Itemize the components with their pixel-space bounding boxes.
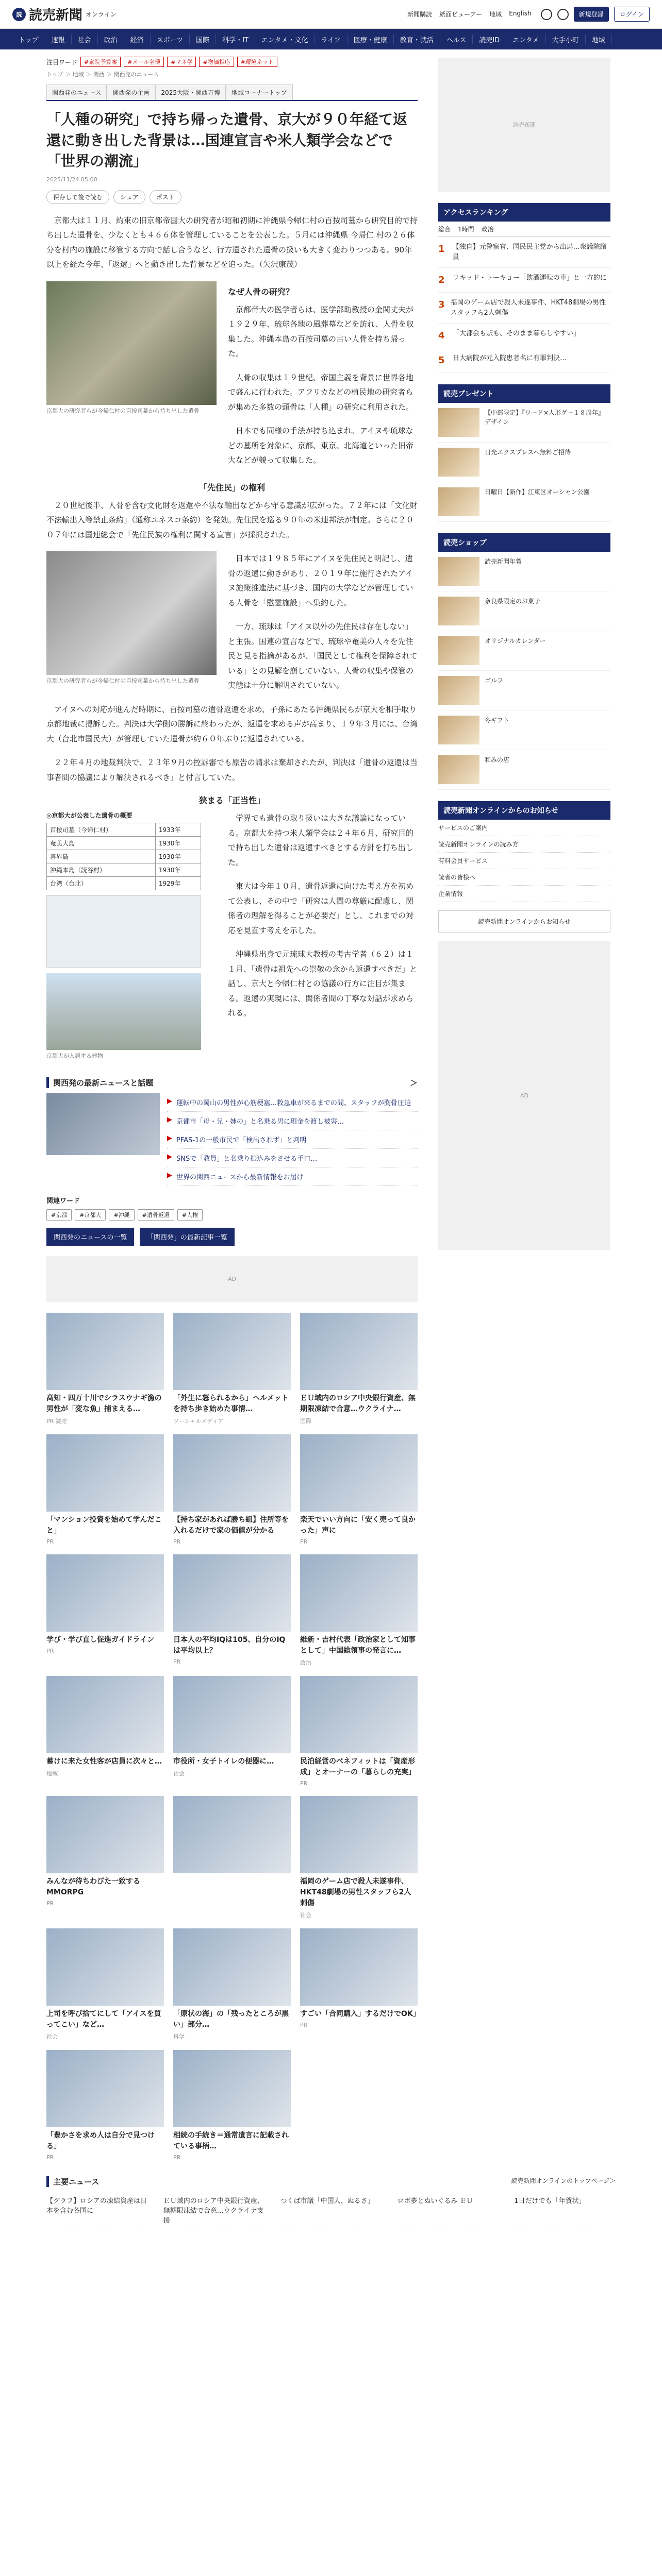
related-link[interactable] bbox=[167, 1112, 418, 1130]
related-more-link[interactable]: ＞ bbox=[409, 1078, 418, 1088]
article-paragraph: 日本でも同様の手法が持ち込まれ、アイヌや琉球などの墓所を対象に、京都、東京、北海道といった旧帝大などが競って収集した。 bbox=[228, 426, 414, 465]
recommend-source: PR bbox=[46, 1647, 54, 1654]
photo-caption: 京都大の研究者らが今帰仁村の百按司墓から持ち出した遺骨 bbox=[46, 677, 200, 685]
recommend-title[interactable]: 「マンション投資を始めて学んだこと」 bbox=[46, 1515, 162, 1535]
table-row bbox=[47, 823, 201, 837]
recommend-card[interactable] bbox=[46, 1928, 164, 2041]
nav-item[interactable]: 速報 bbox=[45, 35, 72, 44]
related-block bbox=[46, 1093, 418, 1186]
shop-item[interactable] bbox=[438, 750, 610, 790]
recommend-source: PR bbox=[46, 1900, 54, 1907]
nav-item[interactable]: 経済 bbox=[124, 35, 151, 44]
subhead: なぜ人骨の研究？ bbox=[228, 286, 294, 297]
article-paragraph: ２０世紀後半、人骨を含む文化財を返還や不法な輸出などから守る意識が広がった。７２年には「文化財不法輸出入等禁止条約」（通称ユネスコ条約）を発効。先住民を巡る９０年の米連邦法が制定。さらに２００７年には国連総会で「先住民族の権利に関する宣言」が採択された。 bbox=[46, 500, 418, 539]
tab-region-top[interactable]: 地域コーナートップ bbox=[226, 84, 293, 100]
hot-word-tag[interactable]: #衆院予算案 bbox=[80, 57, 121, 67]
shop-title[interactable]: 奈良県限定のお菓子 bbox=[485, 598, 541, 605]
recommend-thumb[interactable] bbox=[300, 1554, 418, 1632]
recommend-card[interactable] bbox=[300, 1313, 418, 1425]
shop-list bbox=[438, 552, 610, 790]
recommend-thumb[interactable] bbox=[300, 1313, 418, 1390]
related-link-text[interactable]: 運転中の岡山の男性が心筋梗塞…救急車が来るまでの間、スタッフが胸骨圧迫 bbox=[176, 1099, 411, 1107]
top-link-subscribe[interactable]: 新聞購読 bbox=[407, 11, 433, 18]
present-item[interactable] bbox=[438, 403, 610, 443]
recommend-card[interactable] bbox=[46, 1554, 164, 1667]
related-header: 関西発の最新ニュースと話題 ＞ bbox=[46, 1077, 418, 1088]
share-bar bbox=[46, 190, 418, 204]
recommend-title[interactable]: 民泊経営のベネフィットは「資産形成」とオーナーの「暮らしの充実」 bbox=[300, 1757, 416, 1776]
recommend-title[interactable]: 「原状の海」の「残ったところが黒い」部分… bbox=[173, 2009, 289, 2029]
main-news-title[interactable]: 【グラフ】ロシアの凍結資産は日本を含む各国に bbox=[46, 2197, 147, 2215]
top-icons bbox=[541, 7, 650, 22]
nav-item[interactable]: スポーツ bbox=[151, 35, 190, 44]
recommend-title[interactable]: 福岡のゲーム店で殺人未遂事件、HKT48劇場の男性スタッフら2人刺傷 bbox=[300, 1877, 411, 1907]
recommend-source: PR bbox=[173, 1538, 181, 1545]
shop-title[interactable]: 冬ギフト bbox=[485, 717, 510, 724]
hot-words: 注目ワード #衆院予算案 #メール名簿 #マネ学 #物価相応 #環境ネット bbox=[46, 57, 418, 67]
recommend-thumb[interactable] bbox=[300, 1434, 418, 1512]
recommend-source: PR bbox=[300, 1780, 308, 1787]
login-button[interactable]: ログイン bbox=[614, 7, 650, 22]
article-paragraph: 学界でも遺骨の取り扱いは大きな議論になっている。京都大を持つ米人類学会は２４年６月、研究目的で持ち出した遺骨は返還すべきとする方針を打ち出した。 bbox=[228, 814, 414, 867]
rank-number: 3 bbox=[438, 299, 445, 310]
search-icon[interactable] bbox=[541, 9, 552, 20]
article-photo[interactable] bbox=[46, 973, 201, 1050]
shop-thumb[interactable] bbox=[438, 557, 479, 586]
recommend-title[interactable]: すごい「合同購入」するだけでOK」 bbox=[300, 2009, 420, 2018]
shop-item[interactable] bbox=[438, 710, 610, 750]
related-words-label: 関連ワード bbox=[46, 1197, 80, 1205]
table-cell: 喜界島 bbox=[47, 850, 156, 863]
top-link-viewer[interactable]: 紙面ビューアー bbox=[439, 11, 483, 18]
service-link[interactable]: 読者の皆様へ bbox=[438, 869, 610, 886]
recommend-card[interactable] bbox=[46, 1676, 164, 1787]
tab-expo[interactable]: 2025大阪・関西万博 bbox=[155, 84, 226, 100]
shop-header: 読売ショップ bbox=[438, 533, 610, 552]
recommend-thumb[interactable] bbox=[173, 2050, 291, 2127]
main-news-title[interactable]: ＥＵ域内のロシア中央銀行資産、無期限凍結で合意…ウクライナ支援 bbox=[163, 2197, 264, 2225]
table-title: ◎京都大が公表した遺骨の概要 bbox=[46, 812, 133, 820]
article-paragraph: 京都帝大の医学者らは、医学部助教授の金関丈夫が１９２９年、琉球各地の風葬墓などを訪れ、人骨を収集した。沖縄本島の百按司墓の古い人骨を持ち帰った。 bbox=[228, 304, 414, 359]
table-cell: 百按司墓（今帰仁村） bbox=[47, 823, 156, 837]
ranking-item[interactable] bbox=[438, 348, 610, 373]
table-cell: 台湾（台北） bbox=[47, 877, 156, 890]
table-cell: 1933年 bbox=[155, 823, 201, 837]
article-photo[interactable] bbox=[46, 551, 217, 675]
recommend-title[interactable]: 高知・四万十川でシラスウナギ漁の男性が「変な魚」捕まえる… bbox=[46, 1394, 162, 1413]
recommend-source: 社会 bbox=[46, 2033, 58, 2040]
breadcrumb[interactable]: トップ ＞ 地域 ＞ 関西 ＞ 関西発のニュース bbox=[46, 71, 159, 78]
main-news-item[interactable] bbox=[163, 2192, 265, 2228]
table-row bbox=[47, 877, 201, 890]
post-button[interactable]: ポスト bbox=[150, 190, 181, 204]
recommend-source: 社会 bbox=[300, 1911, 311, 1919]
recommend-source: 科学 bbox=[173, 2033, 185, 2040]
recommend-title[interactable]: 蓄けに来た女性客が店員に次々と… bbox=[46, 1757, 162, 1766]
bullet-icon: ▶ bbox=[167, 1115, 172, 1124]
recommend-card[interactable] bbox=[173, 1434, 291, 1545]
main-news-item[interactable] bbox=[46, 2192, 148, 2228]
related-words bbox=[46, 1209, 418, 1221]
hot-word-tag[interactable]: #マネ学 bbox=[167, 57, 196, 67]
present-thumb[interactable] bbox=[438, 448, 479, 477]
related-link-text[interactable]: 世界の関西ニュースから最新情報をお届け bbox=[176, 1173, 304, 1181]
nav-item[interactable]: 社会 bbox=[72, 35, 98, 44]
recommend-thumb[interactable] bbox=[173, 1313, 291, 1390]
recommend-title[interactable]: 日本人の平均IQは105、自分のIQは平均以上？ bbox=[173, 1635, 286, 1655]
recommend-source: PR bbox=[173, 1658, 181, 1665]
recommend-card[interactable] bbox=[300, 1796, 418, 1919]
article-paragraph: 沖縄県出身で元琉球大教授の考古学者（６２）は１１月、「遺骨は祖先への崇敬の念から返還すべきだ」と話し、京大と今帰仁村との協議の行方に注目が集まる。返還の実現には、関係者間の丁寧な対話が求められる。 bbox=[228, 950, 418, 1018]
article-paragraph: ２２年４月の地裁判決で、２３年９月の控訴審でも原告の請求は棄却されたが、判決は「遺骨の返還は当事者間の協議により解決されるべき」と付言していた。 bbox=[46, 758, 418, 782]
service-link[interactable]: 読売新聞オンラインの読み方 bbox=[438, 836, 610, 853]
rank-number: 5 bbox=[438, 355, 445, 366]
service-header: 読売新聞オンラインからのお知らせ bbox=[438, 801, 610, 820]
ranking-item[interactable] bbox=[438, 237, 610, 268]
present-list bbox=[438, 403, 610, 522]
recommend-thumb[interactable] bbox=[300, 1796, 418, 1873]
recommend-thumb[interactable] bbox=[173, 1676, 291, 1753]
table-cell: 1930年 bbox=[155, 863, 201, 877]
recommend-source: 地域 bbox=[46, 1770, 58, 1777]
recommend-card[interactable] bbox=[173, 1928, 291, 2041]
shop-item[interactable] bbox=[438, 552, 610, 591]
service-list bbox=[438, 820, 610, 902]
related-link-text[interactable]: SNSで「教員」と名乗り振込みをさせる手口… bbox=[176, 1155, 318, 1163]
article-lead: 京都大は１１月、約束の旧京都帝国大の研究者が昭和初期に沖縄県今帰仁村の百按司墓から研究目的で持ち出した遺骨を、少なくとも４６６体を管理していることを公表した。５月には沖縄県 今帰仁 村の２６体分を村内の施設に移管する方向で話し合うなど、行方遺された遺骨の扱いも大きく変わりつつある。90年以上を経た今年、「返還」へと動き出した背景などを追った。（矢沢康茂） bbox=[46, 215, 418, 269]
recommend-title[interactable]: 【持ち家があれば勝ち組】住所等を入れるだけで家の価値が分かる bbox=[173, 1515, 289, 1535]
ranking-title[interactable]: 日大病院が元入院患者名に有罪判決… bbox=[453, 354, 567, 362]
related-photo[interactable] bbox=[46, 1093, 160, 1155]
remains-table bbox=[46, 823, 201, 890]
top-link-region[interactable]: 地域 bbox=[489, 11, 502, 18]
shop-item[interactable] bbox=[438, 671, 610, 710]
recommend-title[interactable]: 相続の手続き＝通常遺言に記載されている事柄… bbox=[173, 2131, 289, 2150]
main-news-item[interactable] bbox=[397, 2192, 499, 2228]
article-paragraph: 日本では１９８５年にアイヌを先住民と明記し、遺骨の返還に動きがあり、２０１９年に施行されたアイヌ施策推進法に基づき、国内の大学などが管理している人骨を「慰霊施設」へ集約した。 bbox=[228, 554, 413, 607]
shop-thumb[interactable] bbox=[438, 636, 479, 665]
recommend-title[interactable]: 「豊かさを求め人は自分で見つける」 bbox=[46, 2131, 155, 2150]
rank-number: 4 bbox=[438, 330, 445, 341]
shop-title[interactable]: 読売新聞年賀 bbox=[485, 558, 522, 565]
hot-word-tag[interactable]: #環境ネット bbox=[237, 57, 277, 67]
shop-thumb[interactable] bbox=[438, 676, 479, 705]
bullet-icon: ▶ bbox=[167, 1134, 172, 1142]
present-header: 読売プレゼント bbox=[438, 384, 610, 403]
recommend-thumb[interactable] bbox=[46, 1796, 164, 1873]
recommend-title[interactable]: 上司を呼び捨てにして「アイスを買ってこい」など… bbox=[46, 2009, 161, 2029]
related-link[interactable] bbox=[167, 1130, 418, 1149]
shop-title[interactable]: ゴルフ bbox=[485, 677, 504, 684]
related-word-tag[interactable]: #京都大 bbox=[75, 1209, 106, 1221]
recommend-card[interactable] bbox=[173, 1554, 291, 1667]
rank-tab[interactable]: 総合 bbox=[438, 226, 451, 233]
recommend-thumb[interactable] bbox=[300, 1676, 418, 1753]
recommend-source: PR bbox=[173, 2154, 181, 2161]
recommend-title[interactable]: 「外生に怒られるから」ヘルメットを持ち歩き始めた事情… bbox=[173, 1394, 289, 1413]
recommend-card[interactable] bbox=[173, 2050, 291, 2161]
article-paragraph: アイヌへの対応が進んだ時期に、百按司墓の遺骨返還を求め、子孫にあたる沖縄県民らが京大を相手取り京都地裁に提訴した。判決は大学側の勝訴に終わったが、返還を求める声が高まり、１９年３月には、台湾大（台北市国民大）が管理していた遺骨が約６０年ぶりに返還されている。 bbox=[46, 704, 418, 743]
section-tabs bbox=[46, 84, 418, 101]
recommend-source: PR bbox=[300, 1538, 308, 1545]
side-ad[interactable]: AD bbox=[438, 941, 610, 1250]
nav-item[interactable]: 科学・IT bbox=[216, 35, 255, 44]
recommend-thumb[interactable] bbox=[46, 2050, 164, 2127]
present-title[interactable]: 日曜日【新作】江東区オーシャン公園 bbox=[485, 488, 590, 496]
table-cell: 1930年 bbox=[155, 837, 201, 850]
related-word-tag[interactable]: #人権 bbox=[177, 1209, 203, 1221]
related-link[interactable] bbox=[167, 1093, 418, 1112]
bullet-icon: ▶ bbox=[167, 1097, 172, 1105]
nav-item[interactable]: エンタメ bbox=[506, 35, 545, 44]
hot-word-tag[interactable]: #メール名簿 bbox=[124, 57, 164, 67]
nav-item[interactable]: 国際 bbox=[190, 35, 216, 44]
nav-item[interactable]: 医療・健康 bbox=[347, 35, 394, 44]
shop-item[interactable] bbox=[438, 591, 610, 631]
related-link-text[interactable]: PFAS-1の一般市民で「検出されず」と判明 bbox=[176, 1136, 307, 1144]
related-link-text[interactable]: 京都市「母・兄・姉の」と名乗る男に現金を渡し被害… bbox=[176, 1117, 344, 1126]
recommend-thumb[interactable] bbox=[46, 1676, 164, 1753]
rank-tab[interactable]: 政治 bbox=[481, 226, 494, 233]
recommend-source: 政治 bbox=[300, 1659, 311, 1666]
recommend-source: PR bbox=[300, 2021, 308, 2028]
photo-caption: 京都大が入居する建物 bbox=[46, 1053, 103, 1060]
recommend-thumb[interactable] bbox=[46, 1434, 164, 1512]
recommend-source: 社会 bbox=[173, 1770, 185, 1777]
main-news-title[interactable]: ロボ夢とぬいぐるみ ＥＵ bbox=[397, 2197, 473, 2205]
table-cell: 奄美大島 bbox=[47, 837, 156, 850]
recommend-card[interactable] bbox=[300, 1554, 418, 1667]
service-link[interactable]: 有料会員サービス bbox=[438, 853, 610, 869]
table-row bbox=[47, 863, 201, 877]
recommend-card[interactable] bbox=[300, 1676, 418, 1787]
present-thumb[interactable] bbox=[438, 408, 479, 437]
present-item[interactable] bbox=[438, 482, 610, 522]
ranking-item[interactable] bbox=[438, 324, 610, 348]
nav-item[interactable]: ライフ bbox=[315, 35, 347, 44]
related-word-tag[interactable]: #遺骨返還 bbox=[138, 1209, 174, 1221]
article-date: 2025/11/24 05:00 bbox=[46, 176, 97, 183]
related-link[interactable] bbox=[167, 1149, 418, 1167]
recommend-title[interactable]: 維新・吉村代表「政治家として知事として」中国総領事の発言に… bbox=[300, 1635, 416, 1655]
present-title[interactable]: 日光エクスプレスへ無料ご招待 bbox=[485, 449, 571, 456]
subhead: 「先住民」の権利 bbox=[198, 482, 265, 493]
ranking-title[interactable]: 福岡のゲーム店で殺人未遂事件、HKT48劇場の男性スタッフら2人刺傷 bbox=[450, 299, 606, 317]
nav-item[interactable]: 地域 bbox=[586, 35, 612, 44]
ranking-title[interactable]: 【独自】元警察官、国民民主党から出馬…衆議院議員 bbox=[452, 243, 607, 261]
rank-tab[interactable]: 1時間 bbox=[458, 226, 474, 233]
sidebar bbox=[438, 49, 610, 2161]
nav-item[interactable]: 教育・就活 bbox=[394, 35, 440, 44]
recommend-source: 国際 bbox=[300, 1417, 311, 1425]
recommend-card[interactable] bbox=[300, 1928, 418, 2041]
photo-caption: 京都大の研究者らが今帰仁村の百按司墓から持ち出した遺骨 bbox=[46, 407, 200, 414]
recommend-title[interactable]: 市役所・女子トイレの便器に… bbox=[173, 1757, 274, 1766]
recommend-card[interactable] bbox=[173, 1676, 291, 1787]
hot-word-tag[interactable]: #物価相応 bbox=[199, 57, 234, 67]
user-icon[interactable] bbox=[557, 9, 569, 20]
recommend-grid bbox=[46, 1313, 418, 2161]
recommend-thumb[interactable] bbox=[46, 1928, 164, 2006]
ranking-title[interactable]: 「大都会も駅も、そのまま暮らしやすい」 bbox=[453, 330, 581, 337]
article-title: 「人種の研究」で持ち帰った遺骨、京大が９０年経て返還に動き出した背景は…国連宣言や米人類学会などで「世界の潮流」 bbox=[46, 111, 408, 170]
present-title[interactable]: 【中部限定】『ワード×人形グー１８周年』デザイン bbox=[485, 409, 605, 426]
rank-number: 1 bbox=[438, 244, 445, 255]
site-logo[interactable]: 読 読売新聞 オンライン bbox=[12, 5, 117, 24]
table-row bbox=[47, 850, 201, 863]
subhead: 狭まる「正当性」 bbox=[198, 795, 265, 806]
present-thumb[interactable] bbox=[438, 487, 479, 516]
top-links bbox=[407, 10, 531, 19]
recommend-source: PR 読売 bbox=[46, 1417, 67, 1425]
main-news-more-link[interactable]: 読売新聞オンラインのトップページ＞ bbox=[511, 2177, 616, 2184]
table-cell: 1930年 bbox=[155, 850, 201, 863]
logo-mark: 読 bbox=[12, 8, 26, 21]
recommend-title[interactable]: ＥＵ域内のロシア中央銀行資産、無期限凍結で合意…ウクライナ… bbox=[300, 1394, 416, 1413]
recommend-card[interactable] bbox=[46, 1796, 164, 1919]
main-news bbox=[46, 2176, 616, 2228]
main-news-header: 主要ニュース 読売新聞オンラインのトップページ＞ bbox=[46, 2176, 616, 2187]
recommend-card[interactable] bbox=[46, 1313, 164, 1425]
main-news-title[interactable]: つくば市議「中国人、ぬるさ」 bbox=[280, 2197, 374, 2205]
recommend-source: PR bbox=[46, 1538, 54, 1545]
related-word-tag[interactable]: #京都 bbox=[46, 1209, 72, 1221]
tab-kansai-feature[interactable]: 関西発の企画 bbox=[107, 84, 155, 100]
follow-button[interactable]: 関西発のニュースの一覧 bbox=[46, 1228, 134, 1246]
rank-number: 2 bbox=[438, 275, 445, 285]
shop-title[interactable]: オリジナルカレンダー bbox=[485, 637, 546, 645]
shop-thumb[interactable] bbox=[438, 716, 479, 744]
recommend-source: PR bbox=[46, 2154, 54, 2161]
related-link[interactable] bbox=[167, 1167, 418, 1186]
share-button[interactable]: シェア bbox=[113, 190, 145, 204]
recommend-card[interactable] bbox=[173, 1796, 291, 1919]
nav-item[interactable]: 読売ID bbox=[473, 35, 506, 44]
back-button[interactable]: 「関西発」の最新記事一覧 bbox=[140, 1228, 235, 1246]
recommend-title[interactable]: 学び・学び直し促進ガイドライン bbox=[46, 1635, 155, 1644]
save-button[interactable]: 保存して後で読む bbox=[46, 190, 109, 204]
article-paragraph: 一方、琉球は「アイヌ以外の先住民は存在しない」と主張。国連の宣言などで、琉球や奄美の人々を先住民と見る指摘があるが、「国民として権利を保障されている」との見解を崩していない。人骨の収集や保管の実態は十分に解明されていない。 bbox=[228, 622, 418, 690]
ranking-header: アクセスランキング bbox=[438, 203, 610, 222]
nav-item[interactable]: エンタメ・文化 bbox=[255, 35, 315, 44]
recommend-thumb[interactable] bbox=[46, 1554, 164, 1632]
recommend-thumb[interactable] bbox=[46, 1313, 164, 1390]
article-photo[interactable] bbox=[46, 281, 217, 405]
recommend-thumb[interactable] bbox=[300, 1928, 418, 2006]
recommend-card[interactable] bbox=[46, 2050, 164, 2161]
global-nav bbox=[0, 29, 662, 49]
tab-kansai-news[interactable]: 関西発のニュース bbox=[46, 84, 107, 100]
top-bar bbox=[0, 0, 662, 29]
shop-title[interactable]: 和みの店 bbox=[485, 756, 510, 764]
recommend-card[interactable] bbox=[300, 1434, 418, 1545]
ranking-item[interactable] bbox=[438, 268, 610, 293]
recommend-thumb[interactable] bbox=[173, 1554, 291, 1632]
article-paragraph: 東大は今年１０月、遺骨返還に向けた考え方を初めて公表し、その中で「研究は人間の尊厳に配慮し、関係者の理解を得ることが必要だ」とし、これまでの対応を見直す考えを示した。 bbox=[228, 882, 414, 935]
shop-item[interactable] bbox=[438, 631, 610, 671]
recommend-thumb[interactable] bbox=[173, 1434, 291, 1512]
side-banner[interactable]: 読売新聞オンラインからお知らせ bbox=[438, 910, 610, 933]
service-link[interactable]: 企業情報 bbox=[438, 886, 610, 902]
map-image[interactable] bbox=[46, 895, 201, 968]
shop-thumb[interactable] bbox=[438, 755, 479, 784]
main-news-item[interactable] bbox=[514, 2192, 616, 2228]
top-link-english[interactable]: English bbox=[509, 10, 532, 17]
bullet-icon: ▶ bbox=[167, 1153, 172, 1161]
recommend-source: ソーシャルメディア bbox=[173, 1417, 224, 1425]
ranking-item[interactable] bbox=[438, 293, 610, 324]
recommend-title[interactable]: みんなが待ちわびた一致するMMORPG bbox=[46, 1877, 140, 1896]
article-paragraph: 人骨の収集は１９世紀、帝国主義を背景に世界各地で盛んに行われた。アフリカなどの植民地の研究者らが集めた多数の頭骨は「人種」の研究に利用された。 bbox=[228, 372, 414, 412]
nav-item[interactable]: 大手小町 bbox=[546, 35, 586, 44]
nav-item[interactable]: 政治 bbox=[98, 35, 124, 44]
recommend-title[interactable]: 楽天でいい方向に「安く売って良かった」声に bbox=[300, 1515, 416, 1535]
ad-banner[interactable]: AD bbox=[46, 1256, 418, 1302]
recommend-card[interactable] bbox=[173, 1313, 291, 1425]
rank-tabs bbox=[438, 222, 610, 237]
recommend-card[interactable] bbox=[46, 1434, 164, 1545]
recommend-thumb[interactable] bbox=[173, 1928, 291, 2006]
side-ad[interactable]: 読売新聞 bbox=[438, 58, 610, 192]
shop-thumb[interactable] bbox=[438, 597, 479, 625]
table-cell: 沖縄本島（読谷村） bbox=[47, 863, 156, 877]
nav-item[interactable]: トップ bbox=[12, 35, 45, 44]
main-news-title[interactable]: 1日だけでも「年賀状」 bbox=[514, 2197, 586, 2205]
main-column bbox=[46, 49, 418, 2161]
present-item[interactable] bbox=[438, 443, 610, 482]
register-button[interactable]: 新規登録 bbox=[574, 7, 609, 22]
main-news-item[interactable] bbox=[280, 2192, 382, 2228]
nav-item[interactable]: ヘルス bbox=[440, 35, 473, 44]
service-link[interactable]: サービスのご案内 bbox=[438, 820, 610, 836]
table-cell: 1929年 bbox=[155, 877, 201, 890]
recommend-thumb[interactable] bbox=[173, 1796, 291, 1873]
ranking-list bbox=[438, 237, 610, 373]
related-list bbox=[167, 1093, 418, 1186]
bullet-icon: ▶ bbox=[167, 1171, 172, 1179]
table-row bbox=[47, 837, 201, 850]
ranking-title[interactable]: リキッド・トーキョー「飲酒運転の車」と一方的に bbox=[453, 274, 607, 282]
related-word-tag[interactable]: #沖縄 bbox=[109, 1209, 134, 1221]
